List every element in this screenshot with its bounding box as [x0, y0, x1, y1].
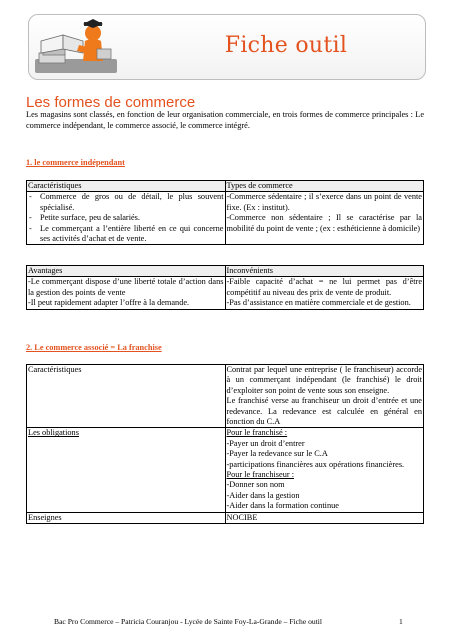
list-item: -Commerce sédentaire ; il s’exerce dans un point de vente fixe. (Ex : institut).	[226, 192, 422, 212]
student-reading-books-icon	[33, 19, 119, 77]
page-number: 1	[399, 617, 403, 626]
col-header-inconvenients: Inconvénients	[225, 266, 424, 277]
inconvenients-cell	[225, 277, 424, 309]
list-item: -Aider dans la gestion	[226, 490, 300, 500]
section-2-title: 2. Le commerce associé = La franchise	[26, 343, 162, 352]
list-item: -Commerce non sédentaire ; Il se caractérise par la mobilité du point de vente ; (ex : esthéticienne à domicile)	[226, 213, 422, 233]
list-item: -participations financières aux opérations financières.	[226, 459, 405, 469]
banner-title: Fiche outil	[224, 33, 348, 58]
list-item: - Commerce de gros ou de détail, le plus souvent spécialisé.	[28, 192, 224, 213]
obligations-cell	[225, 428, 424, 512]
enseignes-value: NOCIBE	[225, 512, 424, 523]
table-independant-characteristics	[26, 180, 424, 245]
avantages-cell	[27, 277, 226, 309]
header-banner	[28, 14, 426, 80]
list-item: -Pas d’assistance en matière commerciale et de gestion.	[226, 298, 411, 308]
col-header-types: Types de commerce	[225, 181, 424, 192]
list-item: -Payer la redevance sur le C.A	[226, 449, 328, 459]
list-item: -Il peut rapidement adapter l’offre à la demande.	[28, 298, 190, 308]
footer-text: Bac Pro Commerce – Patricia Couranjou - Lycée de Sainte Foy-La-Grande – Fiche outil	[54, 617, 323, 626]
intro-paragraph: Les magasins sont classés, en fonction de leur organisation commerciale, en trois formes de commerce principales : Le commerce indépendant, le commerce associé, le commerce intégré.	[26, 110, 424, 130]
list-item: -Faible capacité d’achat = ne lui permet pas d’être compétitif au niveau des prix de vente de produit.	[226, 277, 422, 297]
col-header-avantages: Avantages	[27, 266, 226, 277]
list-item: -Payer un droit d’entrer	[226, 438, 305, 448]
caracteristiques-label: Caractéristiques	[27, 365, 226, 428]
list-item: -Aider dans la formation continue	[226, 501, 339, 511]
list-item: -Le commerçant dispose d’une liberté totale d’action dans la gestion des points de vente	[28, 277, 224, 297]
page-title: Les formes de commerce	[26, 94, 196, 111]
franchise-characteristics-cell	[225, 365, 424, 428]
franchise-subtitle: Pour le franchisé :	[226, 428, 288, 438]
list-item: -Donner son nom	[226, 480, 285, 490]
caracteristiques-cell	[27, 192, 226, 245]
franchise-fees: Le franchisé verse au franchiseur un droit d’entrée et une redevance. La redevance est calculée en général en fonction du C.A	[226, 396, 422, 427]
list-item: - Le commerçant a l’entière liberté en ce qui concerne ses activités d’achat et de vente.	[28, 224, 224, 245]
types-cell	[225, 192, 424, 245]
table-franchise	[26, 364, 424, 524]
list-item: - Petite surface, peu de salariés.	[28, 213, 224, 223]
section-1-title: 1. le commerce indépendant	[26, 158, 125, 167]
franchise-definition: Contrat par lequel une entreprise ( le franchiseur) accorde à un commerçant indépendant (le franchisé) le droit d’exploiter son point de vente sous son enseigne.	[226, 365, 422, 395]
table-independant-pros-cons	[26, 265, 424, 310]
obligations-label: Les obligations	[27, 428, 226, 512]
enseignes-label: Enseignes	[27, 512, 226, 523]
col-header-caracteristiques: Caractéristiques	[27, 181, 226, 192]
franchiseur-subtitle: Pour le franchiseur :	[226, 470, 295, 480]
